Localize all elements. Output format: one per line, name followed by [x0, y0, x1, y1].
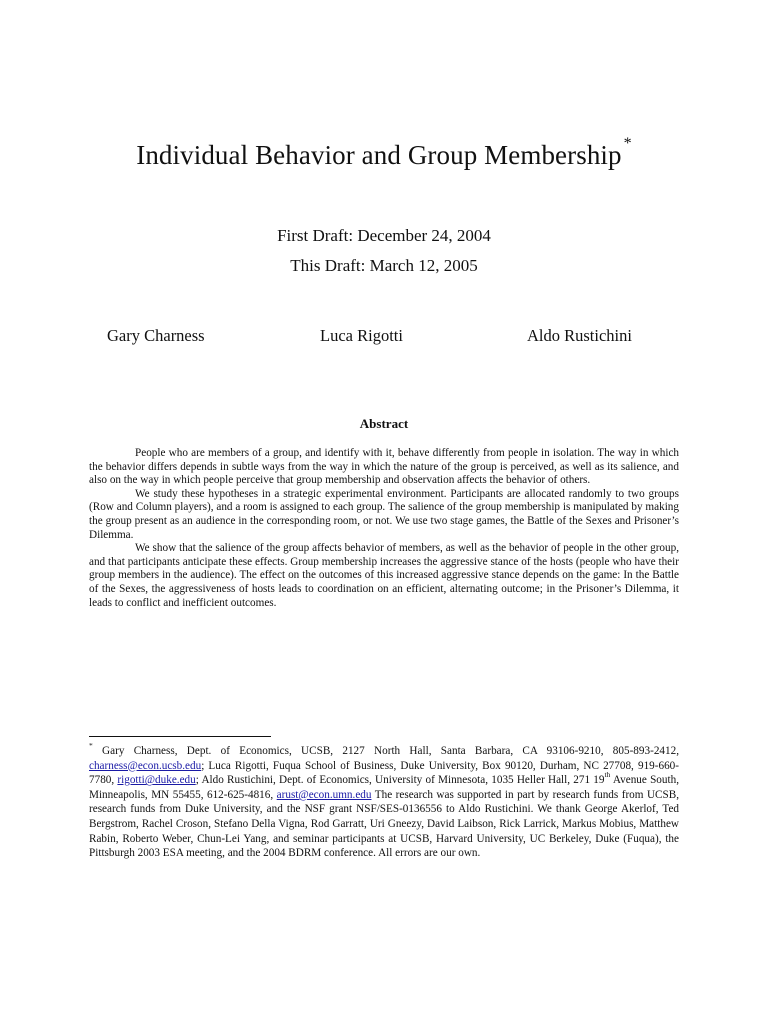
abstract-paragraph: We show that the salience of the group affects behavior of members, as well as the behavior of people in the other group, and that participants anticipate these effects. Group membership increases the aggressive stance of the hosts (people who have their group members in the audience). The effect on the outcomes of this increased aggressive stance depends on the game: In the Battle of the Sexes, the aggressiveness of hosts leads to coordination on an efficient, alternating outcome; in the Prisoner’s Dilemma, it leads to conflict and inefficient outcomes.: [89, 542, 679, 609]
paper-title: [0, 135, 768, 171]
email-link-rustichini[interactable]: arust@econ.umn.edu: [276, 788, 372, 801]
abstract-paragraph: We study these hypotheses in a strategic experimental environment. Participants are allocated randomly to two groups (Row and Column players), and a room is assigned to each group. The salience of the group membership is manipulated by making the group present as an audience in the corresponding room, or not. We use two stage games, the Battle of the Sexes and Prisoner’s Dilemma.: [89, 487, 679, 541]
footnote-marker: *: [89, 741, 93, 751]
this-draft-date: This Draft: March 12, 2005: [290, 256, 478, 275]
email-link-charness[interactable]: charness@econ.ucsb.edu: [89, 759, 202, 772]
title-footnote-marker: *: [623, 135, 632, 152]
footnote-text: The research was supported in part by research funds from UCSB, research funds from Duke University, and the NSF grant NSF/SES-0136556 to Aldo Rustichini. We thank George Akerlof, Ted Bergstrom, Rachel Croson, Stefano Della Vigna, Rod Garratt, Uri Gneezy, David Laibson, Rick Larrick, Markus Mobius, Matthew Rabin, Roberto Weber, Chun-Lei Yang, and seminar participants at UCSB, Harvard University, UC Berkeley, Duke (Fuqua), the Pittsburgh 2003 ESA meeting, and the 2004 BDRM conference. All errors are our own.: [89, 788, 679, 860]
footnote-text: Avenue South, Minneapolis, MN 55455, 612-625-4816,: [89, 774, 679, 801]
author-name: Aldo Rustichini: [527, 326, 632, 345]
ordinal-suffix: th: [604, 770, 611, 780]
abstract-body: [89, 447, 679, 610]
footnote-text: ; Aldo Rustichini, Dept. of Economics, University of Minnesota, 1035 Heller Hall, 271 19: [195, 774, 605, 787]
author-name: Gary Charness: [107, 326, 205, 345]
email-link-rigotti[interactable]: rigotti@duke.edu: [117, 774, 196, 787]
author-name: Luca Rigotti: [320, 326, 403, 345]
abstract-paragraph: People who are members of a group, and identify with it, behave differently from people in isolation. The way in which the behavior differs depends in subtle ways from the way in which the nature of the group is perceived, as well as its salience, and also on the way in which people perceive that group membership and observation affects the behavior of others.: [89, 447, 679, 487]
footnote-text: Gary Charness, Dept. of Economics, UCSB, 2127 North Hall, Santa Barbara, CA 93106-9210, 805-893-2412,: [92, 745, 679, 757]
abstract-heading: Abstract: [359, 416, 409, 431]
first-draft-date: First Draft: December 24, 2004: [277, 226, 491, 245]
author-footnote: [89, 741, 679, 861]
footnote-divider: [89, 736, 271, 737]
author-list: [0, 326, 768, 350]
footnote-text: ; Luca Rigotti, Fuqua School of Business, Duke University, Box 90120, Durham, NC 27708, 919-660-7780,: [89, 759, 679, 787]
paper-title-text: Individual Behavior and Group Membership: [136, 140, 622, 170]
